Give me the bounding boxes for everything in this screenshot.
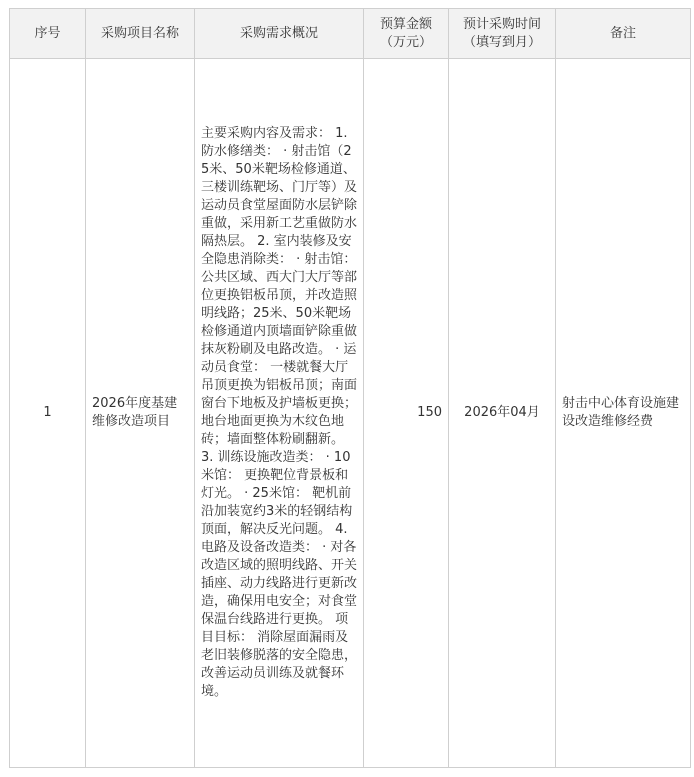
- header-index: 序号: [10, 9, 86, 59]
- procurement-table: [9, 8, 691, 768]
- cell-budget: 150: [364, 59, 449, 768]
- header-note: 备注: [556, 9, 691, 59]
- header-purchase-time: 预计采购时间 （填写到月）: [449, 9, 556, 59]
- cell-index: 1: [10, 59, 86, 768]
- header-project-name: 采购项目名称: [86, 9, 195, 59]
- cell-purchase-time: 2026年04月: [449, 59, 556, 768]
- header-row: [10, 9, 691, 59]
- table-header: [10, 9, 691, 59]
- cell-description: 主要采购内容及需求： 1. 防水修缮类： · 射击馆（25米、50米靶场检修通道、三楼训练靶场、门厅等）及运动员食堂屋面防水层铲除重做，采用新工艺重做防水隔热层。 2. 室内装修及安全隐患消除类： · 射击馆： 公共区域、西大门大厅等部位更换铝板吊顶，并改造照明线路；25米、50米靶场检修通道内顶墙面铲除重做抹灰粉刷及电路改造。 · 运动员食堂： 一楼就餐大厅吊顶更换为铝板吊顶；南面窗台下地板及护墙板更换；地台地面更换为木纹色地砖；墙面整体粉刷翻新。 3. 训练设施改造类： · 10米馆： 更换靶位背景板和灯光。 · 25米馆： 靶机前沿加装宽约3米的轻钢结构顶面，解决反光问题。 4. 电路及设备改造类： · 对各改造区域的照明线路、开关插座、动力线路进行更新改造，确保用电安全；对食堂保温台线路进行更换。 项目目标： 消除屋面漏雨及老旧装修脱落的安全隐患，改善运动员训练及就餐环境。: [195, 59, 364, 768]
- table-body: [10, 59, 691, 768]
- header-budget: 预算金额 （万元）: [364, 9, 449, 59]
- cell-note: 射击中心体育设施建设改造维修经费: [556, 59, 691, 768]
- header-description: 采购需求概况: [195, 9, 364, 59]
- table-row: [10, 59, 691, 768]
- cell-project-name: 2026年度基建维修改造项目: [86, 59, 195, 768]
